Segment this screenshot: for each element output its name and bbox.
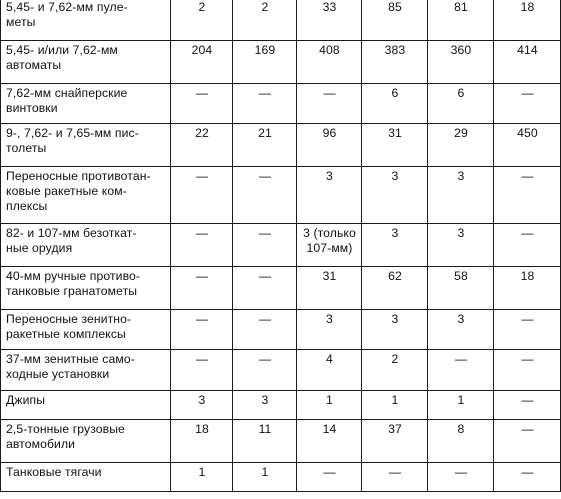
table-cell: 3 bbox=[171, 391, 233, 420]
table-cell: 3 bbox=[297, 167, 362, 224]
table-cell: — bbox=[428, 350, 494, 391]
row-label-line: Танковые тягачи bbox=[6, 465, 102, 479]
table-cell: 37 bbox=[362, 420, 428, 463]
table-cell: 85 bbox=[362, 0, 428, 41]
table-cell: 169 bbox=[233, 41, 297, 84]
table-cell: — bbox=[494, 350, 561, 391]
table-cell: 3 bbox=[362, 310, 428, 350]
table-cell: 1 bbox=[428, 391, 494, 420]
row-label-line: 7,62-мм снайперские bbox=[6, 86, 128, 100]
table-body bbox=[1, 0, 561, 492]
table-cell: 2 bbox=[362, 350, 428, 391]
row-label-line: 2,5-тонные грузовые bbox=[6, 422, 125, 436]
table-cell: 81 bbox=[428, 0, 494, 41]
table-cell: — bbox=[494, 310, 561, 350]
table-cell: 450 bbox=[494, 124, 561, 167]
row-label bbox=[1, 41, 171, 84]
table-cell: — bbox=[494, 224, 561, 267]
table-row bbox=[1, 41, 561, 84]
table-cell: 11 bbox=[233, 420, 297, 463]
row-label-line: 5,45- и/или 7,62-мм bbox=[6, 43, 118, 57]
row-label bbox=[1, 0, 171, 41]
table-cell: 1 bbox=[297, 391, 362, 420]
row-label bbox=[1, 124, 171, 167]
table-cell: 14 bbox=[297, 420, 362, 463]
row-label-line: 9-, 7,62- и 7,65-мм пис- bbox=[6, 126, 139, 140]
table-cell: 18 bbox=[171, 420, 233, 463]
table-row bbox=[1, 124, 561, 167]
row-label-line: 37-мм зенитные само- bbox=[6, 352, 135, 366]
row-label-line: толеты bbox=[6, 141, 47, 155]
table-cell: — bbox=[171, 350, 233, 391]
table-cell: — bbox=[233, 267, 297, 310]
table-cell: 18 bbox=[494, 267, 561, 310]
table-row bbox=[1, 167, 561, 224]
table-cell: — bbox=[171, 224, 233, 267]
table-cell: 6 bbox=[428, 84, 494, 124]
table-cell: 58 bbox=[428, 267, 494, 310]
table-cell: — bbox=[233, 224, 297, 267]
table-cell: 408 bbox=[297, 41, 362, 84]
table-cell: — bbox=[494, 463, 561, 492]
row-label-line: винтовки bbox=[6, 101, 58, 115]
row-label bbox=[1, 350, 171, 391]
row-label-line: ракетные комплексы bbox=[6, 327, 126, 341]
table-cell: 414 bbox=[494, 41, 561, 84]
table-cell: — bbox=[233, 310, 297, 350]
table-row bbox=[1, 267, 561, 310]
row-label bbox=[1, 267, 171, 310]
table-cell: 96 bbox=[297, 124, 362, 167]
table-cell: 29 bbox=[428, 124, 494, 167]
table-cell: 3 (только 107-мм) bbox=[297, 224, 362, 267]
row-label-line: плексы bbox=[6, 199, 48, 213]
row-label bbox=[1, 420, 171, 463]
row-label bbox=[1, 84, 171, 124]
table-cell: — bbox=[233, 167, 297, 224]
table-cell: 1 bbox=[362, 391, 428, 420]
table-cell: 383 bbox=[362, 41, 428, 84]
table-cell: 31 bbox=[297, 267, 362, 310]
table-cell: 3 bbox=[428, 167, 494, 224]
row-label-line: автоматы bbox=[6, 58, 62, 72]
table-cell: — bbox=[233, 350, 297, 391]
row-label-line: 82- и 107-мм безоткат- bbox=[6, 226, 137, 240]
table-row bbox=[1, 420, 561, 463]
table-cell: — bbox=[171, 84, 233, 124]
row-label-line: автомобили bbox=[6, 437, 76, 451]
row-label bbox=[1, 167, 171, 224]
table-row bbox=[1, 310, 561, 350]
table-cell: 22 bbox=[171, 124, 233, 167]
row-label-line: меты bbox=[6, 15, 36, 29]
table-cell: 3 bbox=[362, 167, 428, 224]
table-row bbox=[1, 84, 561, 124]
row-label-line: 5,45- и 7,62-мм пуле- bbox=[6, 0, 128, 14]
table-cell: 204 bbox=[171, 41, 233, 84]
table-cell: 18 bbox=[494, 0, 561, 41]
table-cell: — bbox=[494, 391, 561, 420]
row-label-line: Переносные противотан- bbox=[6, 169, 151, 183]
table-cell: — bbox=[297, 84, 362, 124]
table-row bbox=[1, 463, 561, 492]
table-cell: — bbox=[494, 167, 561, 224]
table-cell: — bbox=[428, 463, 494, 492]
table-cell: 2 bbox=[171, 0, 233, 41]
row-label-line: Переносные зенитно- bbox=[6, 312, 132, 326]
row-label-line: ные орудия bbox=[6, 241, 73, 255]
row-label-line: 40-мм ручные противо- bbox=[6, 269, 141, 283]
table-cell: 31 bbox=[362, 124, 428, 167]
table-cell: 4 bbox=[297, 350, 362, 391]
table-cell: — bbox=[494, 84, 561, 124]
table-cell: 360 bbox=[428, 41, 494, 84]
table-cell: 1 bbox=[171, 463, 233, 492]
table-row bbox=[1, 391, 561, 420]
table-cell: — bbox=[233, 84, 297, 124]
table-row bbox=[1, 350, 561, 391]
table-cell: — bbox=[494, 420, 561, 463]
table-cell: 3 bbox=[362, 224, 428, 267]
row-label bbox=[1, 391, 171, 420]
table-cell: — bbox=[362, 463, 428, 492]
row-label-line: танковые гранатометы bbox=[6, 284, 138, 298]
table-row bbox=[1, 224, 561, 267]
table-cell: 21 bbox=[233, 124, 297, 167]
table-cell: 2 bbox=[233, 0, 297, 41]
table-cell: 6 bbox=[362, 84, 428, 124]
table-cell: 8 bbox=[428, 420, 494, 463]
table-cell: 3 bbox=[297, 310, 362, 350]
table-cell: 3 bbox=[233, 391, 297, 420]
table-cell: 1 bbox=[233, 463, 297, 492]
row-label-line: ковые ракетные ком- bbox=[6, 184, 127, 198]
table-cell: 62 bbox=[362, 267, 428, 310]
table-row bbox=[1, 0, 561, 41]
table-cell: — bbox=[297, 463, 362, 492]
row-label-line: ходные установки bbox=[6, 367, 110, 381]
row-label bbox=[1, 224, 171, 267]
table-cell: 3 bbox=[428, 224, 494, 267]
table-cell: — bbox=[171, 310, 233, 350]
row-label bbox=[1, 310, 171, 350]
table-cell: — bbox=[171, 167, 233, 224]
row-label-line: Джипы bbox=[6, 393, 46, 407]
table-cell: 3 bbox=[428, 310, 494, 350]
table-cell: — bbox=[171, 267, 233, 310]
table-cell: 33 bbox=[297, 0, 362, 41]
row-label bbox=[1, 463, 171, 492]
